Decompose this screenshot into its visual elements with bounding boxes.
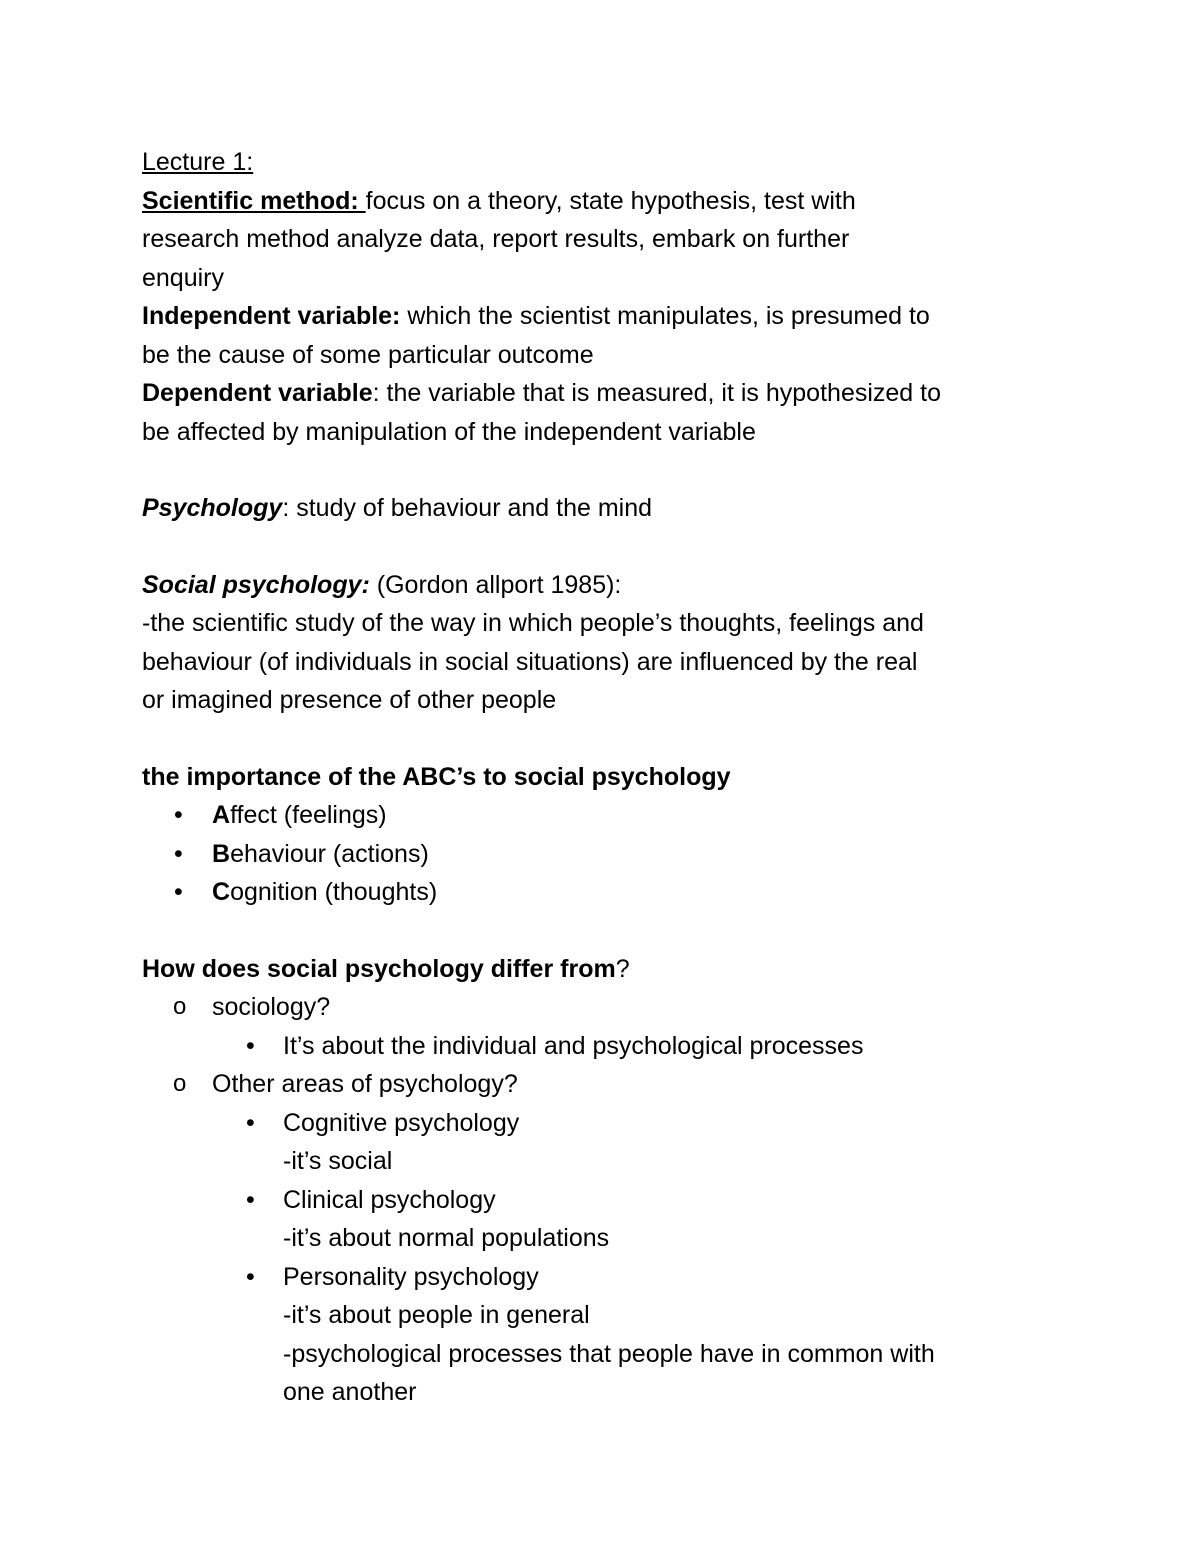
dependent-variable-def (142, 374, 1102, 413)
bullet-icon: • (174, 801, 183, 829)
circle-bullet-icon: o (173, 993, 187, 1020)
social-psychology-line1: -the scientific study of the way in which people’s thoughts, feelings and (142, 609, 924, 637)
list-item-note: one another (283, 1378, 417, 1406)
lecture-title: Lecture 1: (142, 148, 254, 176)
independent-variable-line1: which the scientist manipulates, is presumed to (400, 302, 930, 330)
list-item-note: -it’s about normal populations (283, 1224, 610, 1252)
differ-heading (142, 950, 1102, 989)
social-psychology-source: (Gordon allport 1985): (369, 570, 622, 599)
scientific-method-line1: focus on a theory, state hypothesis, test with (365, 186, 856, 215)
personality-psychology-item (142, 1258, 1102, 1297)
social-psychology-line3: or imagined presence of other people (142, 686, 557, 714)
scientific-method-line3: enquiry (142, 263, 224, 292)
other-areas-label: Other areas of psychology? (212, 1070, 518, 1098)
list-item-name: Cognitive psychology (283, 1108, 520, 1137)
list-item-note: -it’s about people in general (283, 1301, 590, 1329)
independent-variable-def (142, 297, 1102, 336)
abc-heading: the importance of the ABC’s to social psychology (142, 762, 731, 791)
clinical-psychology-item (142, 1181, 1102, 1220)
dependent-variable-line2: be affected by manipulation of the independent variable (142, 417, 756, 446)
abc-item-affect (142, 796, 1102, 835)
sociology-point-text: It’s about the individual and psychological processes (283, 1031, 864, 1060)
sociology-item (142, 988, 1102, 1027)
psychology-term: Psychology (142, 494, 283, 522)
abc-item-initial: A (212, 801, 231, 829)
scientific-method-line2: research method analyze data, report results, embark on further (142, 225, 850, 253)
social-psychology-def (142, 566, 1102, 605)
social-psychology-term: Social psychology: (142, 570, 370, 599)
list-item-name: Clinical psychology (283, 1185, 496, 1214)
abc-item-text: ognition (thoughts) (230, 878, 438, 906)
list-item-name: Personality psychology (283, 1262, 539, 1291)
independent-variable-line2: be the cause of some particular outcome (142, 340, 594, 369)
list-item-note: -it’s social (283, 1147, 393, 1175)
independent-variable-term: Independent variable: (142, 302, 401, 330)
dependent-variable-term: Dependent variable (142, 379, 373, 407)
bullet-icon: • (246, 1262, 255, 1291)
circle-bullet-icon: o (173, 1070, 187, 1097)
bullet-icon: • (246, 1108, 255, 1137)
dependent-variable-line1: : the variable that is measured, it is hypothesized to (372, 379, 941, 407)
differ-heading-text: How does social psychology differ from (142, 954, 616, 983)
document-page (142, 143, 1102, 1412)
abc-item-behaviour (142, 835, 1102, 874)
abc-item-text: ehaviour (actions) (230, 839, 429, 868)
other-areas-item (142, 1065, 1102, 1104)
differ-heading-question: ? (615, 954, 630, 983)
list-item-note: -psychological processes that people have in common with (283, 1339, 935, 1368)
bullet-icon: • (174, 839, 183, 868)
abc-item-initial: B (212, 839, 231, 868)
bullet-icon: • (174, 878, 183, 906)
abc-item-text: ffect (feelings) (230, 801, 387, 829)
sociology-point (142, 1027, 1102, 1066)
scientific-method-term: Scientific method: (142, 186, 366, 215)
abc-item-cognition (142, 873, 1102, 912)
social-psychology-line2: behaviour (of individuals in social situations) are influenced by the real (142, 647, 918, 676)
bullet-icon: • (246, 1031, 255, 1060)
psychology-text: : study of behaviour and the mind (282, 494, 653, 522)
bullet-icon: • (246, 1185, 255, 1214)
cognitive-psychology-item (142, 1104, 1102, 1143)
sociology-label: sociology? (212, 993, 331, 1021)
psychology-def (142, 489, 1102, 528)
scientific-method-def (142, 182, 1102, 221)
abc-item-initial: C (212, 878, 231, 906)
